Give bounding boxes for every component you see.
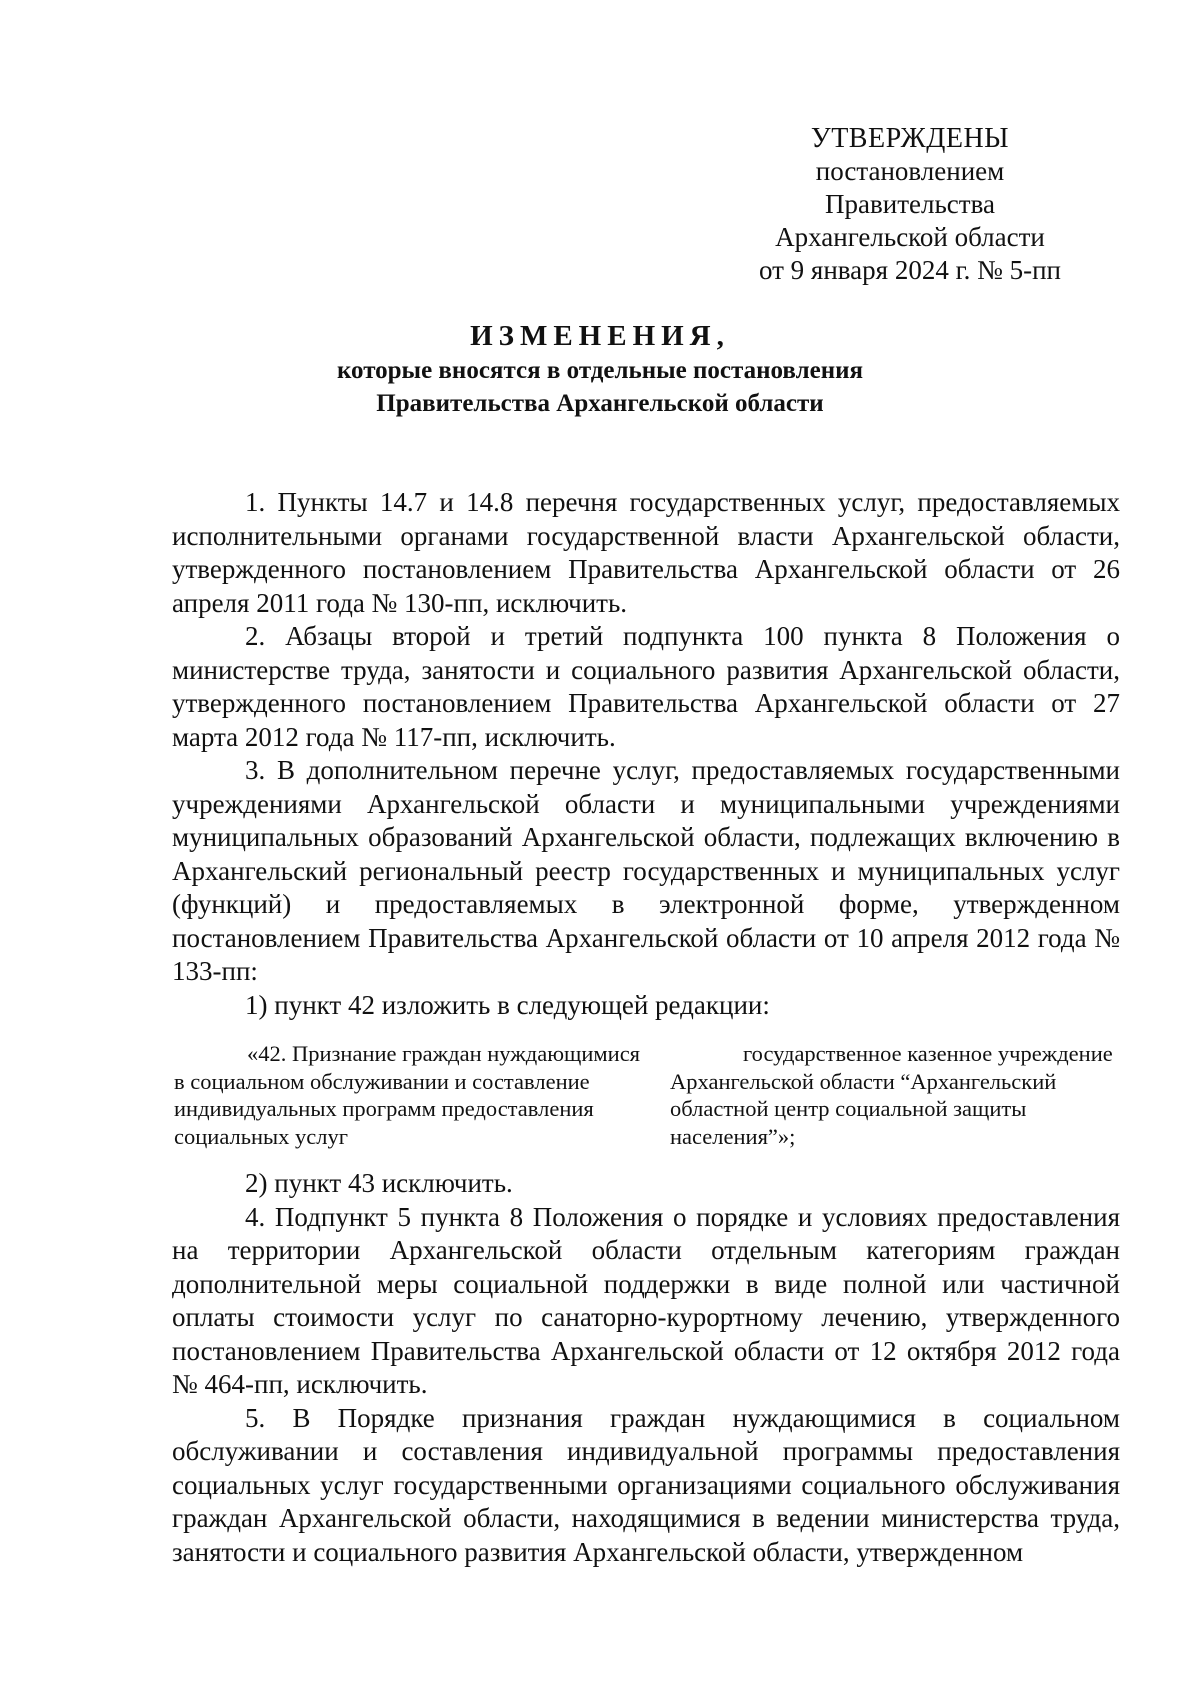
paragraph-3-item-2: 2) пункт 43 исключить.: [245, 1168, 513, 1198]
heading-subtitle-2: Правительства Архангельской области: [376, 390, 824, 417]
approval-line-2: Архангельской области: [775, 222, 1045, 252]
paragraph-1: 1. Пункты 14.7 и 14.8 перечня государственных услуг, предоставляемых исполнительными органами государственной власти Архангельской области, утвержденного постановлением Правительства Архангельской области от 26 апреля 2011 года № 130-пп, исключить.: [172, 487, 1120, 618]
heading-title: ИЗМЕНЕНИЯ,: [470, 320, 730, 352]
paragraph-3: 3. В дополнительном перечне услуг, предоставляемых государственными учреждениями Архангельской области и муниципальными учреждениями муниципальных образований Архангельской области, подлежащих включению в Архангельский региональный реестр государственных и муниципальных услуг (функций) и предоставляемых в электронной форме, утвержденном постановлением Правительства Архангельской области от 10 апреля 2012 года № 133-пп:: [172, 755, 1120, 986]
approval-stamp: [730, 122, 1090, 287]
approval-line-1: постановлением Правительства: [815, 156, 1005, 219]
paragraph-5: 5. В Порядке признания граждан нуждающимися в социальном обслуживании и составления индивидуальной программы предоставления социальных услуг государственными организациями социального обслуживания граждан Архангельской области, находящимися в ведении министерства труда, занятости и социального развития Архангельской области, утвержденном: [172, 1402, 1120, 1567]
approval-line-3: от 9 января 2024 г. № 5-пп: [758, 255, 1062, 285]
document-body: [172, 486, 1120, 1569]
heading-subtitle-1: которые вносятся в отдельные постановления: [336, 357, 864, 384]
quoted-item-service: «42. Признание граждан нуждающимися в социальном обслуживании и составление индивидуальных программ предоставления социальных услуг: [174, 1041, 641, 1149]
paragraph-2: 2. Абзацы второй и третий подпункта 100 пункта 8 Положения о министерстве труда, занятости и социального развития Архангельской области, утвержденного постановлением Правительства Архангельской области от 27 марта 2012 года № 117-пп, исключить.: [172, 621, 1120, 752]
document-heading: [150, 318, 1050, 420]
approval-title: УТВЕРЖДЕНЫ: [810, 123, 1010, 154]
quoted-item-table: [172, 1040, 1120, 1150]
paragraph-3-item-1: 1) пункт 42 изложить в следующей редакции:: [245, 989, 770, 1020]
quoted-item-provider: государственное казенное учреждение Архангельской области “Архангельский областной центр социальной защиты населения”»;: [670, 1041, 1113, 1149]
paragraph-4: 4. Подпункт 5 пункта 8 Положения о порядке и условиях предоставления на территории Архангельской области отдельным категориям граждан дополнительной меры социальной поддержки в виде полной или частичной оплаты стоимости услуг по санаторно-курортному лечению, утвержденного постановлением Правительства Архангельской области от 12 октября 2012 года № 464-пп, исключить.: [172, 1201, 1120, 1399]
